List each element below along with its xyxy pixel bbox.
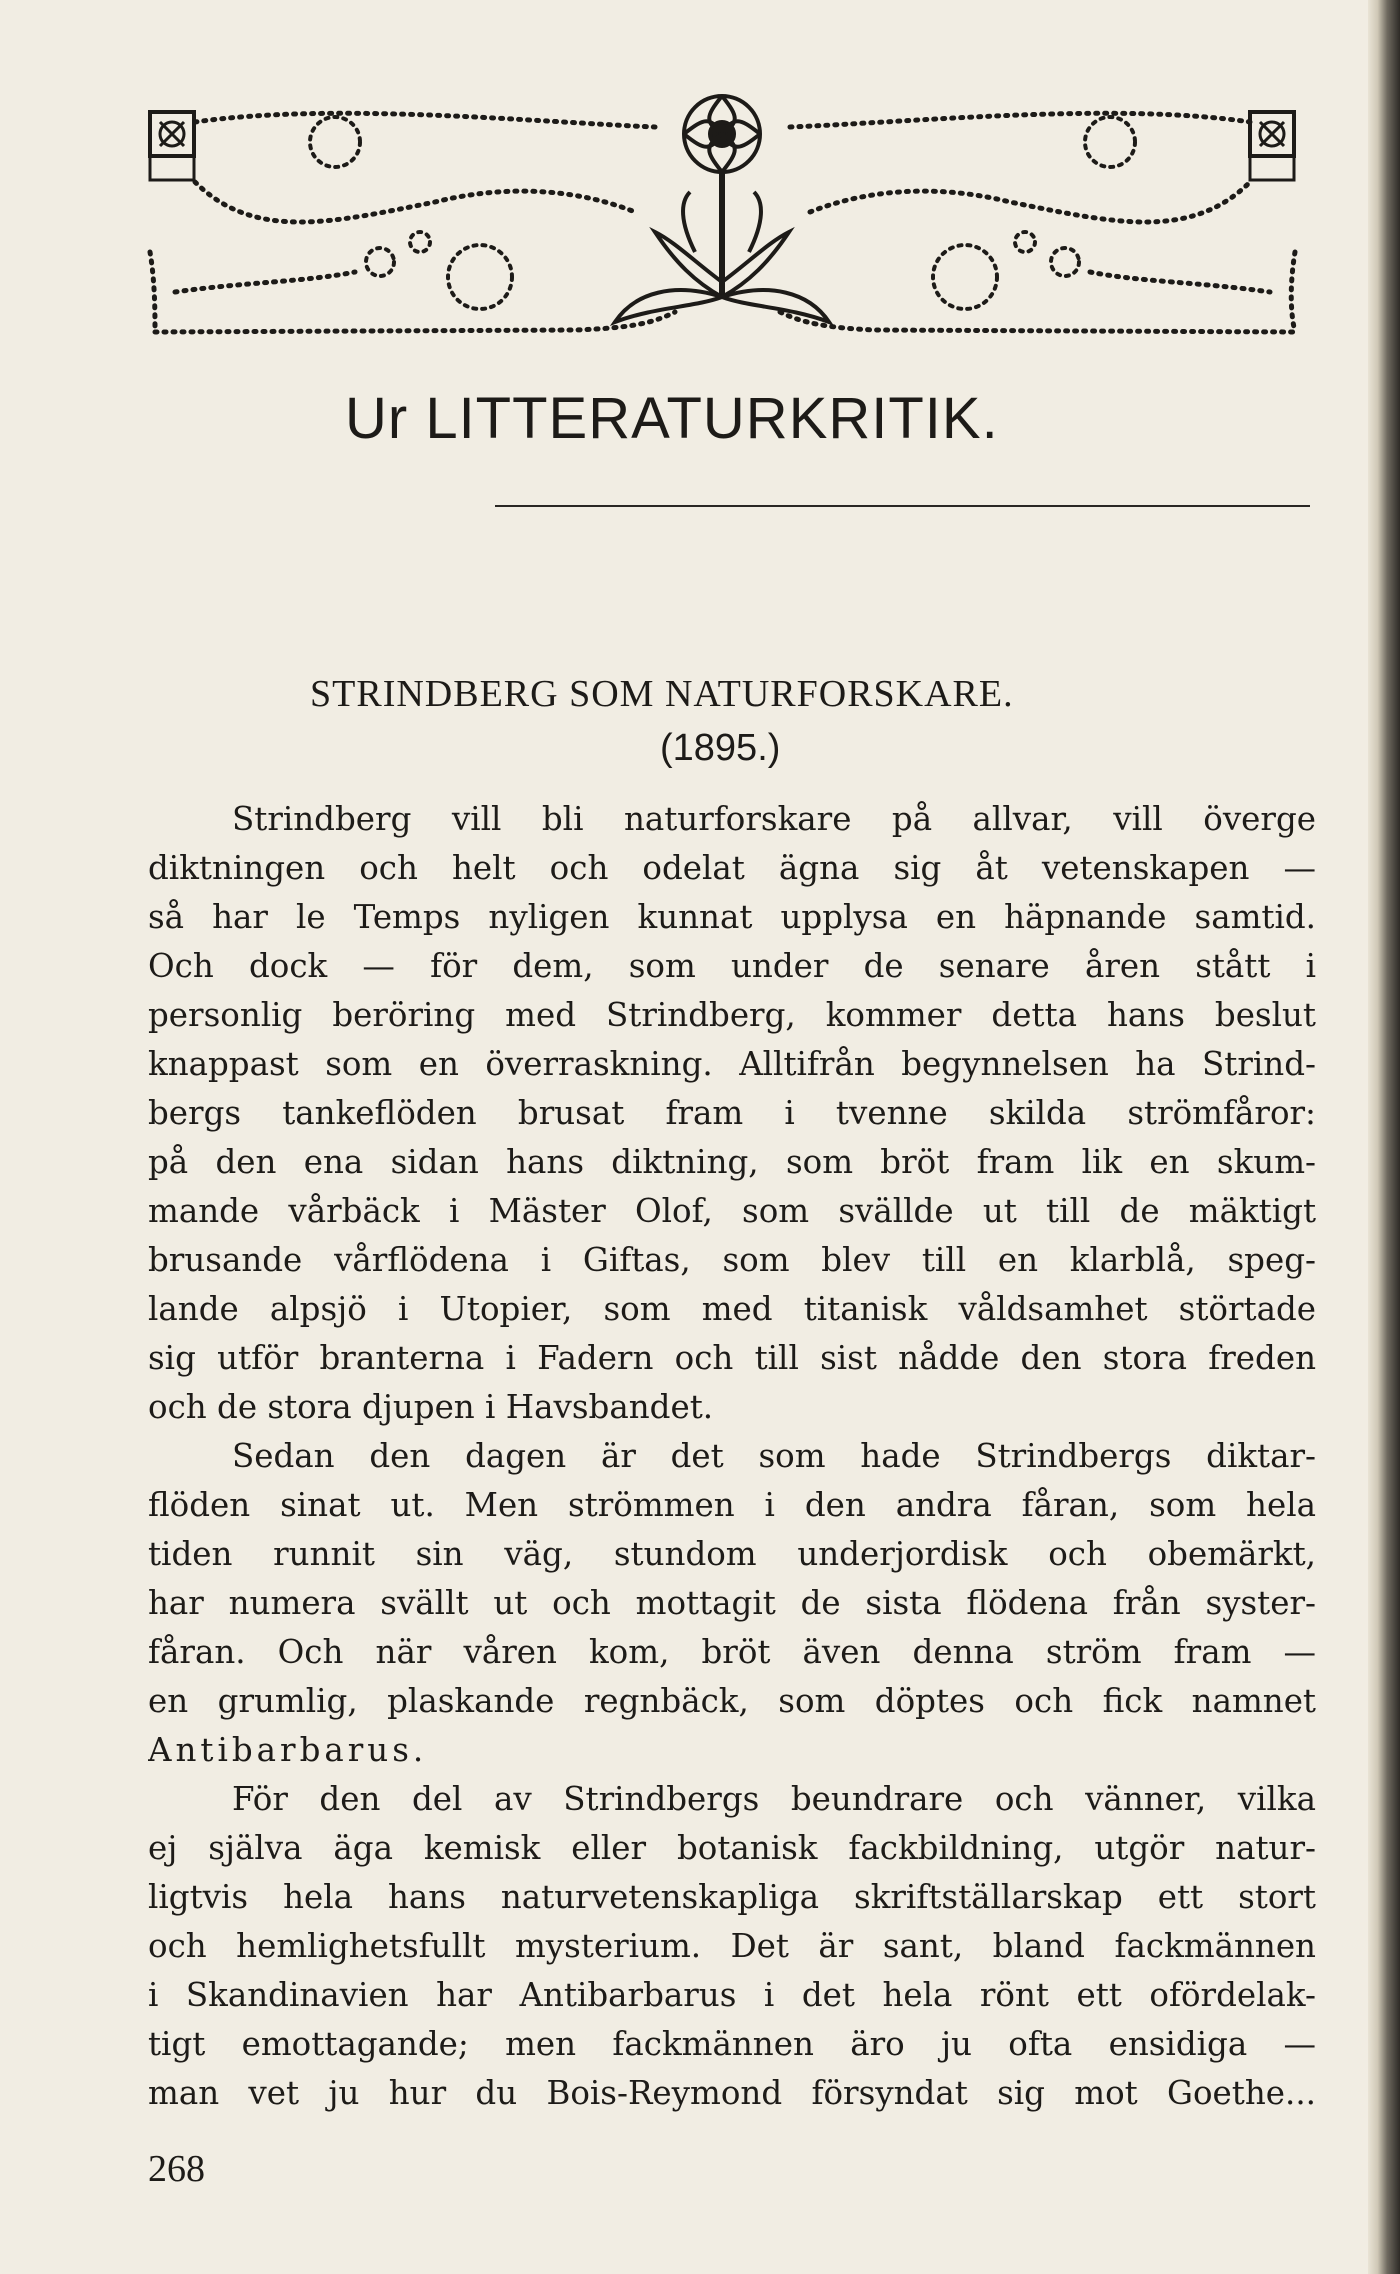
- text-line: flöden sinat ut. Men strömmen i den andra fåran, som hela: [148, 1486, 1316, 1524]
- text-line: man vet ju hur du Bois-Reymond försyndat sig mot Goethe...: [148, 2074, 1316, 2112]
- text-line: diktningen och helt och odelat ägna sig åt vetenskapen —: [148, 849, 1316, 887]
- text-line: Strindberg vill bli naturforskare på allvar, vill överge: [232, 800, 1316, 838]
- text-line: en grumlig, plaskande regnbäck, som döptes och fick namnet: [148, 1682, 1316, 1720]
- corner-motif-right: [1250, 112, 1294, 180]
- title-rule: [495, 505, 1310, 507]
- article-year: (1895.): [660, 727, 781, 769]
- text-line: så har le Temps nyligen kunnat upplysa en häpnande samtid.: [148, 898, 1316, 936]
- text-line: bergs tankeflöden brusat fram i tvenne skilda strömfåror:: [148, 1094, 1316, 1132]
- text-line: lande alpsjö i Utopier, som med titanisk våldsamhet störtade: [148, 1290, 1316, 1328]
- text-line: har numera svällt ut och mottagit de sista flödena från syster-: [148, 1584, 1316, 1622]
- text-line: tiden runnit sin väg, stundom underjordisk och obemärkt,: [148, 1535, 1316, 1573]
- text-line: Antibarbarus.: [148, 1731, 428, 1769]
- text-line: brusande vårflödena i Giftas, som blev till en klarblå, speg-: [148, 1241, 1316, 1279]
- text-line: För den del av Strindbergs beundrare och vänner, vilka: [232, 1780, 1316, 1818]
- text-line: personlig beröring med Strindberg, kommer detta hans beslut: [148, 996, 1316, 1034]
- text-line: Och dock — för dem, som under de senare åren stått i: [148, 947, 1316, 985]
- section-title: Ur LITTERATURKRITIK.: [345, 386, 999, 451]
- corner-motif-left: [150, 112, 194, 180]
- text-line: och de stora djupen i Havsbandet.: [148, 1388, 714, 1426]
- article-title: STRINDBERG SOM NATURFORSKARE.: [310, 673, 1014, 715]
- page-number: 268: [148, 2148, 205, 2190]
- text-line: mande vårbäck i Mäster Olof, som svällde ut till de mäktigt: [148, 1192, 1316, 1230]
- text-line: sig utför branterna i Fadern och till sist nådde den stora freden: [148, 1339, 1316, 1377]
- scan-edge: [1368, 0, 1400, 2274]
- text-line: knappast som en överraskning. Alltifrån begynnelsen ha Strind-: [148, 1045, 1316, 1083]
- text-line: tigt emottagande; men fackmännen äro ju ofta ensidiga —: [148, 2025, 1316, 2063]
- text-line: ligtvis hela hans naturvetenskapliga skriftställarskap ett stort: [148, 1878, 1316, 1916]
- central-flower: [615, 96, 829, 322]
- text-line: i Skandinavien har Antibarbarus i det hela rönt ett ofördelak-: [148, 1976, 1316, 2014]
- article-body: [148, 795, 1316, 2118]
- text-line: Sedan den dagen är det som hade Strindbergs diktar-: [232, 1437, 1316, 1475]
- text-line: ej själva äga kemisk eller botanisk fackbildning, utgör natur-: [148, 1829, 1316, 1867]
- text-line: och hemlighetsfullt mysterium. Det är sant, bland fackmännen: [148, 1927, 1316, 1965]
- floral-ornament: [135, 82, 1310, 352]
- text-line: fåran. Och när våren kom, bröt även denna ström fram —: [148, 1633, 1316, 1671]
- text-line: på den ena sidan hans diktning, som bröt fram lik en skum-: [148, 1143, 1316, 1181]
